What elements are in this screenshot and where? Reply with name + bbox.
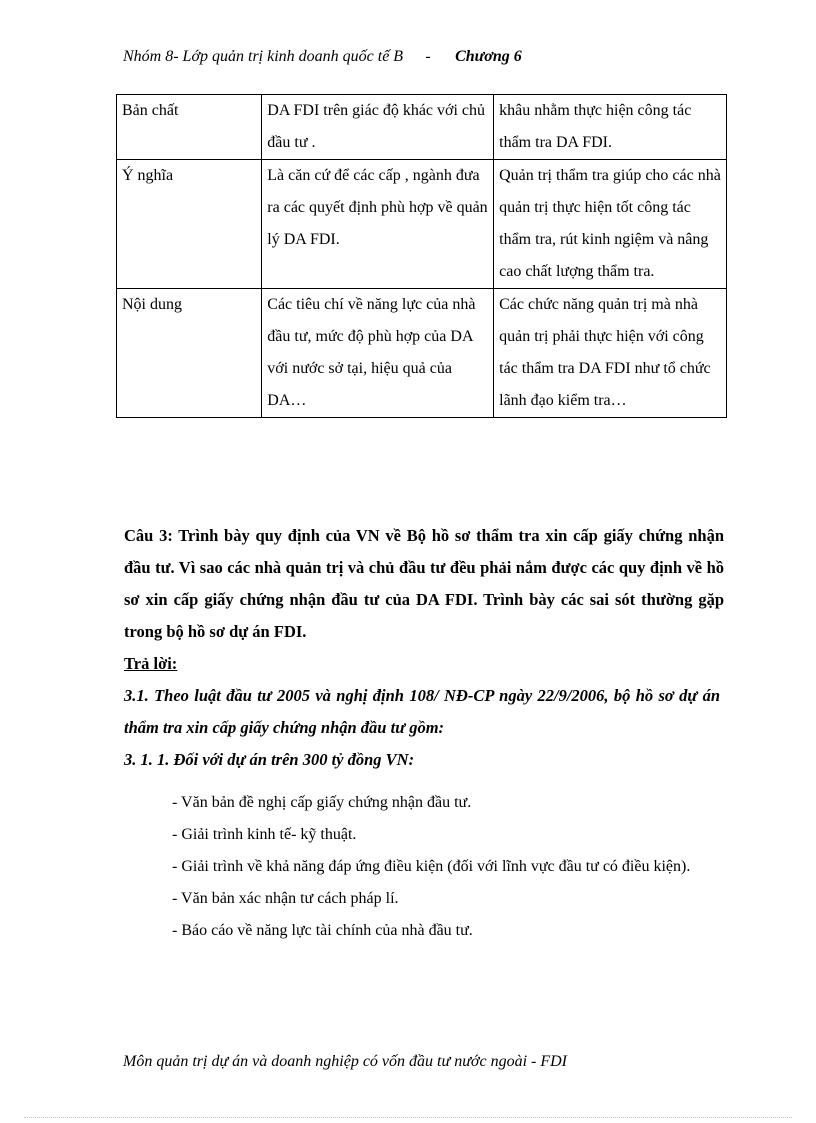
table-cell: Các chức năng quản trị mà nhà quản trị phải thực hiện với công tác thẩm tra DA FDI như tổ chức lãnh đạo kiểm tra… — [494, 289, 727, 418]
table-cell: Là căn cứ để các cấp , ngành đưa ra các quyết định phù hợp về quản lý DA FDI. — [262, 160, 494, 289]
list-item: - Văn bản đề nghị cấp giấy chứng nhận đầu tư. — [172, 794, 472, 811]
comparison-table — [116, 94, 727, 418]
answer-heading: Trả lời: — [124, 654, 178, 673]
header-group-class: Nhóm 8- Lớp quản trị kinh doanh quốc tế B — [123, 48, 404, 65]
subsection-heading: 3. 1. 1. Đối với dự án trên 300 tỷ đồng VN: — [124, 750, 415, 769]
row-label: Bản chất — [117, 95, 262, 160]
table-cell: khâu nhằm thực hiện công tác thẩm tra DA FDI. — [494, 95, 727, 160]
header-separator: - — [425, 48, 431, 65]
table-cell: DA FDI trên giác độ khác với chủ đầu tư . — [262, 95, 494, 160]
table-row — [117, 95, 727, 160]
table-row — [117, 289, 727, 418]
table-row — [117, 160, 727, 289]
list-item: - Văn bản xác nhận tư cách pháp lí. — [172, 890, 399, 907]
list-item: - Giải trình về khả năng đáp ứng điều kiện (đối với lĩnh vực đầu tư có điều kiện). — [172, 858, 691, 875]
question-paragraph: Câu 3: Trình bày quy định của VN về Bộ hồ sơ thẩm tra xin cấp giấy chứng nhận đầu tư. Vì sao các nhà quản trị và chủ đầu tư đều phải nắm được các quy định về hồ sơ xin cấp giấy chứng nhận đầu tư của DA FDI. Trình bày các sai sót thường gặp trong bộ hồ sơ dự án FDI. — [124, 526, 724, 641]
page-bottom-divider — [24, 1117, 792, 1118]
requirements-list — [124, 787, 720, 947]
page-footer: Môn quản trị dự án và doanh nghiệp có vốn đầu tư nước ngoài - FDI — [123, 1053, 567, 1070]
table-cell: Các tiêu chí về năng lực của nhà đầu tư, mức độ phù hợp của DA với nước sở tại, hiệu quả của DA… — [262, 289, 494, 418]
table-cell: Quản trị thẩm tra giúp cho các nhà quản trị thực hiện tốt công tác thẩm tra, rút kinh ngiệm và nâng cao chất lượng thẩm tra. — [494, 160, 727, 289]
row-label: Nội dung — [117, 289, 262, 418]
header-chapter: Chương 6 — [455, 48, 522, 65]
section-heading: 3.1. Theo luật đầu tư 2005 và nghị định 108/ NĐ-CP ngày 22/9/2006, bộ hồ sơ dự án thẩm tra xin cấp giấy chứng nhận đầu tư gồm: — [124, 686, 720, 737]
row-label: Ý nghĩa — [117, 160, 262, 289]
list-item: - Giải trình kinh tế- kỹ thuật. — [172, 826, 357, 843]
list-item: - Báo cáo về năng lực tài chính của nhà đầu tư. — [172, 922, 473, 939]
page-header — [123, 48, 522, 66]
